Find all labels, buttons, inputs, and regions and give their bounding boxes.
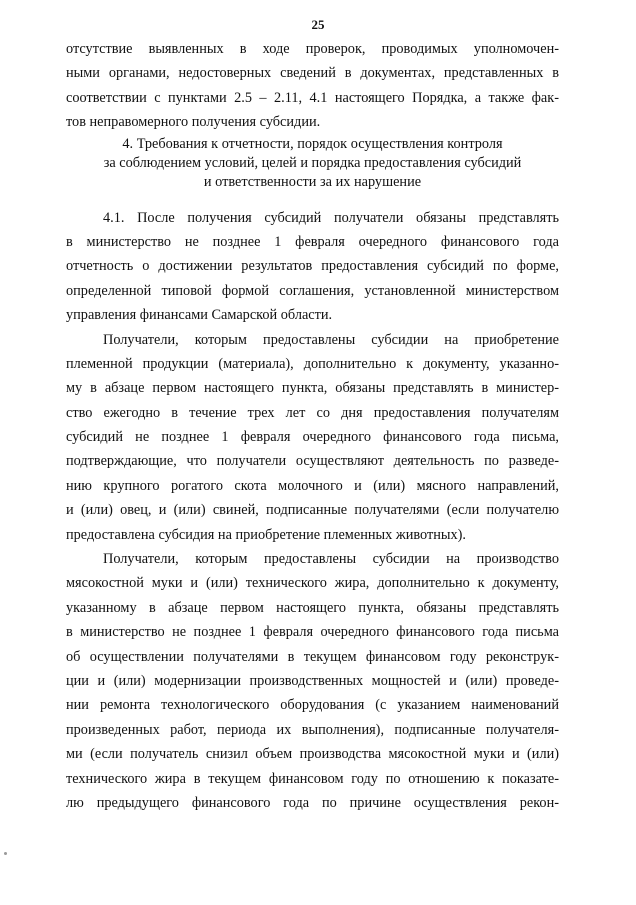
text-line: предоставлена субсидия на приобретение племенных животных). bbox=[66, 526, 466, 543]
paragraph-breeding bbox=[66, 328, 559, 548]
text-line: ными органами, недостоверных сведений в документах, представленных в bbox=[66, 65, 559, 82]
text-line: подтверждающие, что получатели осуществляют деятельность по разведе- bbox=[66, 453, 559, 470]
text-line: ство ежегодно в течение трех лет со дня предоставления получателям bbox=[66, 404, 559, 421]
text-line: соответствии с пунктами 2.5 – 2.11, 4.1 настоящего Порядка, а также фак- bbox=[66, 89, 559, 106]
text-line: управления финансами Самарской области. bbox=[66, 307, 333, 324]
text-line: в министерство не позднее 1 февраля очередного финансового года письма bbox=[66, 624, 559, 641]
text-line: субсидий не позднее 1 февраля очередного финансового года письма, bbox=[66, 429, 559, 446]
text-line: Получатели, которым предоставлены субсидии на производство bbox=[103, 551, 559, 568]
page-number: 25 bbox=[311, 17, 325, 32]
text-line: племенной продукции (материала), дополнительно к документу, указанно- bbox=[66, 355, 559, 372]
text-line: отчетность о достижении результатов предоставления субсидий по форме, bbox=[66, 258, 559, 275]
text-line: технического жира в текущем финансовом году по отношению к показате- bbox=[66, 770, 559, 787]
text-line: отсутствие выявленных в ходе проверок, проводимых уполномочен- bbox=[66, 41, 559, 57]
text-line: Получатели, которым предоставлены субсидии на приобретение bbox=[103, 331, 559, 348]
section-heading bbox=[66, 135, 559, 192]
text-line: му в абзаце первом настоящего пункта, обязаны представлять в министер- bbox=[66, 380, 559, 397]
text-line: ми (если получатель снизил объем производства мясокостной муки и (или) bbox=[66, 746, 559, 763]
text-line: определенной типовой формой соглашения, установленной министерством bbox=[66, 282, 559, 299]
text-line: 4.1. После получения субсидий получатели обязаны представлять bbox=[103, 209, 559, 226]
heading-line: и ответственности за их нарушение bbox=[203, 173, 422, 190]
document-body bbox=[66, 37, 559, 815]
scan-artifact bbox=[4, 852, 7, 855]
text-line: лю предыдущего финансового года по причине осуществления рекон- bbox=[66, 794, 559, 811]
paragraph-4-1 bbox=[66, 206, 559, 328]
text-line: тов неправомерного получения субсидии. bbox=[66, 114, 321, 131]
text-line: мясокостной муки и (или) технического жира, дополнительно к документу, bbox=[66, 575, 559, 592]
paragraph-meat-bone-meal bbox=[66, 547, 559, 815]
text-line: нию крупного рогатого скота молочного и (или) мясного направлений, bbox=[66, 477, 559, 494]
text-line: указанному в абзаце первом настоящего пункта, обязаны представлять bbox=[66, 599, 559, 616]
text-line: об осуществлении получателями в текущем финансовом году реконструк- bbox=[66, 648, 559, 665]
text-line: произведенных работ, периода их выполнения), подписанные получателя- bbox=[66, 721, 559, 738]
text-line: нии ремонта технологического оборудования (с указанием наименований bbox=[66, 697, 559, 714]
paragraph-continuation bbox=[66, 37, 559, 135]
heading-line: 4. Требования к отчетности, порядок осуществления контроля bbox=[122, 135, 503, 152]
text-line: ции и (или) модернизации производственных мощностей и (или) проведе- bbox=[66, 672, 559, 689]
text-line: и (или) овец, и (или) свиней, подписанные получателями (если получателю bbox=[66, 502, 559, 519]
text-line: в министерство не позднее 1 февраля очередного финансового года bbox=[66, 233, 559, 250]
heading-line: за соблюдением условий, целей и порядка предоставления субсидий bbox=[103, 154, 522, 171]
